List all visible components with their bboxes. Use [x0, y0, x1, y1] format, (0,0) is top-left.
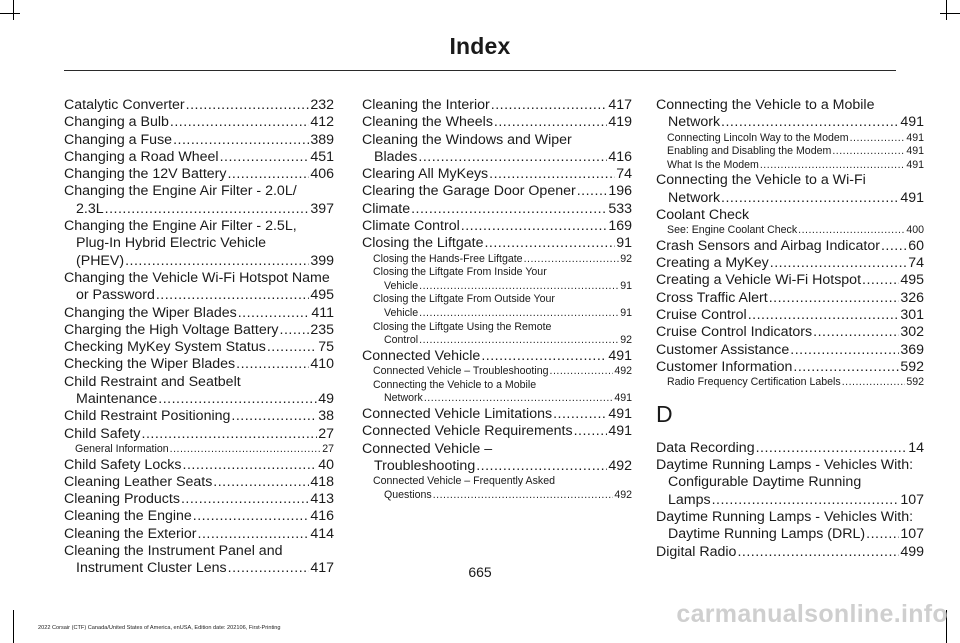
entry-page-number: 491 — [900, 189, 924, 206]
entry-label: Catalytic Converter — [64, 97, 185, 113]
index-entry[interactable] — [656, 272, 924, 289]
entry-page-number: 416 — [310, 508, 334, 525]
entry-page-number: 419 — [608, 114, 632, 131]
index-entry — [656, 457, 924, 474]
index-subentry — [362, 379, 632, 393]
entry-label: Troubleshooting — [374, 457, 476, 474]
entry-page-number: 411 — [311, 304, 334, 321]
entry-page-number: 417 — [608, 97, 632, 113]
leader-dots — [227, 166, 309, 183]
entry-label: (PHEV) — [76, 252, 125, 269]
index-entry — [362, 132, 632, 149]
index-entry[interactable] — [656, 114, 924, 131]
entry-label: Daytime Running Lamps - Vehicles With: — [656, 509, 914, 526]
entry-page-number: 169 — [608, 218, 632, 235]
entry-page-number: 196 — [608, 183, 632, 200]
leader-dots — [105, 201, 310, 218]
entry-label: Control — [384, 334, 419, 347]
entry-label: 2.3L — [76, 200, 104, 217]
leader-dots — [484, 235, 615, 252]
entry-page-number: 492 — [608, 457, 632, 474]
leader-dots — [158, 391, 317, 408]
entry-label: Daytime Running Lamps (DRL) — [668, 526, 866, 543]
crop-mark-top-right-v — [946, 0, 947, 20]
index-column-1 — [64, 97, 334, 578]
entry-label: Clearing the Garage Door Opener — [362, 183, 576, 200]
index-entry — [64, 543, 334, 560]
index-entry[interactable] — [64, 166, 334, 183]
leader-dots — [760, 159, 905, 173]
page-title: Index — [449, 33, 511, 59]
entry-label: Connected Vehicle Requirements — [362, 423, 573, 440]
leader-dots — [186, 97, 310, 114]
leader-dots — [419, 280, 619, 294]
index-subentry — [362, 475, 632, 489]
footer-edition-text: 2022 Corsair (CTF) Canada/United States of America, enUSA, Edition date: 202106, First-Printing — [38, 625, 281, 631]
index-entry — [656, 97, 924, 114]
leader-dots — [577, 183, 608, 200]
entry-label: Changing the Engine Air Filter - 2.0L/ — [64, 183, 297, 200]
leader-dots — [433, 489, 614, 503]
index-column-3 — [656, 97, 924, 561]
index-entry — [362, 441, 632, 458]
index-entry[interactable] — [64, 114, 334, 131]
entry-page-number: 451 — [310, 148, 334, 165]
entry-page-number: 491 — [614, 392, 632, 405]
index-entry[interactable] — [656, 440, 924, 457]
leader-dots — [173, 132, 309, 149]
leader-dots — [491, 97, 608, 114]
entry-label: Checking MyKey System Status — [64, 339, 266, 356]
entry-label: Blades — [374, 148, 418, 165]
entry-label: What Is the Modem — [667, 158, 759, 171]
crop-mark-top-right-h — [940, 13, 960, 14]
leader-dots — [756, 440, 908, 457]
entry-label: Child Restraint Positioning — [64, 408, 231, 425]
entry-label: Crash Sensors and Airbag Indicator — [656, 237, 880, 254]
leader-dots — [813, 324, 899, 341]
index-entry[interactable] — [64, 491, 334, 508]
entry-page-number: 406 — [310, 166, 334, 183]
entry-label: Changing a Fuse — [64, 131, 173, 148]
entry-page-number: 414 — [310, 525, 334, 542]
entry-label: Coolant Check — [656, 206, 750, 223]
entry-page-number: 92 — [620, 252, 632, 265]
entry-label: Connected Vehicle Limitations — [362, 405, 553, 422]
entry-page-number: 491 — [906, 145, 924, 158]
entry-page-number: 491 — [608, 423, 632, 440]
entry-label: Creating a Vehicle Wi-Fi Hotspot — [656, 272, 862, 289]
entry-label: Cross Traffic Alert — [656, 289, 768, 306]
leader-dots — [220, 149, 310, 166]
leader-dots — [721, 190, 899, 207]
entry-page-number: 14 — [908, 439, 924, 456]
index-entry[interactable] — [64, 97, 334, 114]
index-entry[interactable] — [64, 339, 334, 356]
index-subentry — [362, 266, 632, 280]
entry-page-number: 75 — [318, 339, 334, 356]
entry-label: Cleaning the Exterior — [64, 525, 197, 542]
entry-label: Connected Vehicle – Frequently Asked — [373, 475, 555, 488]
leader-dots — [461, 218, 608, 235]
index-entry[interactable] — [64, 426, 334, 443]
entry-label: Customer Assistance — [656, 341, 790, 358]
entry-page-number: 491 — [900, 114, 924, 131]
index-entry[interactable] — [362, 183, 632, 200]
leader-dots — [793, 359, 899, 376]
entry-label: Clearing All MyKeys — [362, 166, 489, 183]
index-entry[interactable] — [656, 190, 924, 207]
entry-page-number: 38 — [318, 408, 334, 425]
index-entry[interactable] — [64, 201, 334, 218]
leader-dots — [267, 339, 317, 356]
leader-dots — [494, 114, 607, 131]
leader-dots — [411, 201, 607, 218]
index-entry[interactable] — [64, 149, 334, 166]
entry-page-number: 74 — [908, 255, 924, 272]
leader-dots — [419, 334, 619, 348]
entry-page-number: 301 — [900, 307, 924, 324]
index-column-2 — [362, 97, 632, 502]
index-entry[interactable] — [362, 201, 632, 218]
index-entry[interactable] — [64, 253, 334, 270]
index-entry[interactable] — [656, 238, 924, 255]
entry-page-number: 107 — [900, 526, 924, 543]
leader-dots — [236, 356, 309, 373]
index-subentry[interactable] — [362, 489, 632, 503]
watermark: carmanualsonline.info — [676, 600, 948, 628]
index-entry[interactable] — [362, 458, 632, 475]
entry-label: Enabling and Disabling the Modem — [667, 145, 832, 158]
index-entry[interactable] — [362, 114, 632, 131]
index-subentry[interactable] — [362, 307, 632, 321]
index-entry[interactable] — [362, 406, 632, 423]
leader-dots — [489, 166, 615, 183]
entry-label: Closing the Liftgate From Inside Your — [373, 266, 547, 279]
leader-dots — [866, 526, 899, 543]
entry-page-number: 410 — [310, 356, 334, 373]
entry-page-number: 495 — [900, 272, 924, 289]
index-subentry[interactable] — [656, 145, 924, 159]
entry-label: Vehicle — [384, 279, 419, 292]
entry-page-number: 27 — [322, 442, 334, 455]
entry-label: Lamps — [668, 491, 711, 508]
entry-page-number: 592 — [900, 358, 924, 375]
index-subentry[interactable] — [656, 224, 924, 238]
entry-page-number: 107 — [900, 491, 924, 508]
leader-dots — [790, 342, 899, 359]
index-entry[interactable] — [656, 290, 924, 307]
index-entry[interactable] — [362, 348, 632, 365]
entry-label: Cleaning Products — [64, 491, 180, 508]
entry-label: Instrument Cluster Lens — [76, 560, 227, 577]
index-entry[interactable] — [64, 305, 334, 322]
entry-page-number: 499 — [900, 543, 924, 560]
entry-label: Closing the Liftgate Using the Remote — [373, 320, 552, 333]
index-entry — [656, 509, 924, 526]
index-entry[interactable] — [64, 287, 334, 304]
entry-page-number: 491 — [608, 347, 632, 364]
leader-dots — [769, 290, 900, 307]
index-subentry[interactable] — [656, 376, 924, 390]
leader-dots — [881, 238, 907, 255]
entry-page-number: 491 — [608, 405, 632, 422]
entry-page-number: 397 — [310, 200, 334, 217]
entry-page-number: 369 — [900, 341, 924, 358]
entry-page-number: 326 — [900, 289, 924, 306]
index-entry[interactable] — [64, 322, 334, 339]
index-entry[interactable] — [64, 474, 334, 491]
entry-page-number: 91 — [616, 235, 632, 252]
leader-dots — [712, 492, 900, 509]
leader-dots — [476, 458, 607, 475]
index-entry[interactable] — [64, 508, 334, 525]
entry-label: Changing a Road Wheel — [64, 148, 219, 165]
entry-label: Network — [384, 392, 423, 405]
leader-dots — [238, 305, 311, 322]
leader-dots — [142, 426, 318, 443]
index-entry[interactable] — [362, 97, 632, 114]
entry-label: Checking the Wiper Blades — [64, 356, 236, 373]
index-entry[interactable] — [362, 149, 632, 166]
entry-label: Child Safety — [64, 425, 141, 442]
index-entry[interactable] — [64, 356, 334, 373]
entry-label: Cleaning Leather Seats — [64, 473, 213, 490]
entry-label: Configurable Daytime Running — [668, 474, 862, 491]
entry-label: Changing a Bulb — [64, 114, 169, 131]
index-entry — [64, 270, 334, 287]
entry-page-number: 92 — [620, 334, 632, 347]
leader-dots — [748, 307, 900, 324]
index-entry[interactable] — [656, 544, 924, 561]
entry-page-number: 74 — [616, 166, 632, 183]
entry-label: Creating a MyKey — [656, 255, 769, 272]
index-entry — [64, 183, 334, 200]
leader-dots — [574, 423, 608, 440]
leader-dots — [424, 392, 613, 406]
leader-dots — [280, 322, 310, 339]
entry-label: Climate — [362, 200, 411, 217]
crop-mark-bottom-left-v — [13, 610, 14, 643]
leader-dots — [832, 145, 905, 159]
index-entry[interactable] — [656, 307, 924, 324]
entry-label: Connected Vehicle – Troubleshooting — [373, 365, 549, 378]
entry-page-number: 418 — [310, 473, 334, 490]
index-entry[interactable] — [656, 324, 924, 341]
index-entry — [64, 218, 334, 235]
index-entry[interactable] — [656, 526, 924, 543]
index-entry — [656, 172, 924, 189]
leader-dots — [183, 457, 318, 474]
entry-label: Child Safety Locks — [64, 456, 182, 473]
entry-label: Customer Information — [656, 358, 793, 375]
leader-dots — [125, 253, 309, 270]
index-subentry[interactable] — [64, 443, 334, 457]
leader-dots — [850, 132, 906, 146]
index-entry[interactable] — [656, 359, 924, 376]
index-subentry[interactable] — [656, 159, 924, 173]
index-subentry[interactable] — [362, 365, 632, 379]
entry-page-number: 592 — [906, 376, 924, 389]
leader-dots — [524, 253, 620, 267]
entry-label: Questions — [384, 488, 432, 501]
index-entry[interactable] — [656, 492, 924, 509]
index-subentry[interactable] — [362, 334, 632, 348]
page-number: 665 — [468, 564, 492, 580]
entry-label: Charging the High Voltage Battery — [64, 321, 279, 338]
entry-label: Closing the Hands-Free Liftgate — [373, 252, 523, 265]
entry-page-number: 302 — [900, 324, 924, 341]
entry-page-number: 533 — [608, 200, 632, 217]
leader-dots — [798, 224, 905, 238]
crop-mark-top-left-v — [13, 0, 14, 20]
entry-label: See: Engine Coolant Check — [667, 224, 798, 237]
entry-page-number: 492 — [614, 365, 632, 378]
index-entry[interactable] — [64, 391, 334, 408]
section-letter: D — [656, 400, 673, 427]
entry-label: Daytime Running Lamps - Vehicles With: — [656, 457, 914, 474]
index-entry[interactable] — [64, 132, 334, 149]
entry-page-number: 389 — [310, 131, 334, 148]
index-subentry[interactable] — [656, 132, 924, 146]
entry-label: or Password — [76, 287, 155, 304]
entry-label: Changing the Wiper Blades — [64, 304, 237, 321]
entry-label: Cleaning the Wheels — [362, 114, 493, 131]
entry-page-number: 495 — [310, 287, 334, 304]
entry-label: Cleaning the Interior — [362, 97, 490, 113]
leader-dots — [553, 406, 607, 423]
entry-label: Changing the Engine Air Filter - 2.5L, — [64, 218, 297, 235]
leader-dots — [770, 255, 907, 272]
leader-dots — [156, 287, 309, 304]
entry-page-number: 60 — [908, 237, 924, 254]
entry-label: Cleaning the Instrument Panel and — [64, 543, 283, 560]
leader-dots — [550, 365, 614, 379]
index-subentry[interactable] — [362, 280, 632, 294]
entry-page-number: 232 — [310, 97, 334, 113]
entry-page-number: 491 — [906, 158, 924, 171]
entry-page-number: 49 — [318, 391, 334, 408]
entry-label: Data Recording — [656, 439, 755, 456]
entry-label: Network — [668, 189, 721, 206]
index-entry — [64, 374, 334, 391]
entry-label: Connecting the Vehicle to a Mobile — [656, 97, 875, 113]
leader-dots — [213, 474, 309, 491]
leader-dots — [170, 443, 322, 457]
entry-page-number: 40 — [318, 456, 334, 473]
leader-dots — [842, 376, 906, 390]
index-entry[interactable] — [362, 166, 632, 183]
entry-label: Child Restraint and Seatbelt — [64, 373, 241, 390]
leader-dots — [231, 408, 317, 425]
index-entry[interactable] — [656, 342, 924, 359]
entry-page-number: 91 — [620, 279, 632, 292]
leader-dots — [481, 348, 607, 365]
entry-label: Closing the Liftgate From Outside Your — [373, 293, 555, 306]
entry-page-number: 399 — [310, 252, 334, 269]
entry-page-number: 412 — [310, 114, 334, 131]
leader-dots — [862, 272, 899, 289]
leader-dots — [418, 149, 607, 166]
entry-page-number: 235 — [310, 321, 334, 338]
entry-label: Cleaning the Engine — [64, 508, 192, 525]
entry-page-number: 400 — [906, 224, 924, 237]
leader-dots — [170, 114, 309, 131]
index-entry — [656, 207, 924, 224]
index-entry[interactable] — [362, 235, 632, 252]
index-entry — [656, 474, 924, 491]
title-divider — [64, 70, 896, 71]
entry-label: General Information — [75, 442, 169, 455]
entry-label: Radio Frequency Certification Labels — [667, 376, 841, 389]
entry-label: Connecting the Vehicle to a Mobile — [373, 378, 537, 391]
entry-label: Changing the 12V Battery — [64, 166, 227, 183]
entry-label: Network — [668, 114, 721, 131]
index-subentry[interactable] — [362, 253, 632, 267]
index-entry[interactable] — [64, 526, 334, 543]
entry-page-number: 416 — [608, 148, 632, 165]
entry-label: Connecting the Vehicle to a Wi-Fi — [656, 172, 866, 189]
leader-dots — [721, 114, 899, 131]
entry-label: Climate Control — [362, 218, 460, 235]
index-subentry — [362, 321, 632, 335]
index-entry[interactable] — [362, 423, 632, 440]
entry-label: Cleaning the Windows and Wiper — [362, 131, 572, 148]
leader-dots — [737, 544, 899, 561]
index-entry — [64, 235, 334, 252]
leader-dots — [193, 508, 310, 525]
index-entry[interactable] — [362, 218, 632, 235]
leader-dots — [419, 307, 619, 321]
entry-label: Maintenance — [76, 391, 158, 408]
index-entry[interactable] — [64, 457, 334, 474]
leader-dots — [198, 526, 310, 543]
index-subentry — [362, 293, 632, 307]
entry-page-number: 492 — [614, 488, 632, 501]
entry-page-number: 91 — [620, 307, 632, 320]
entry-label: Cruise Control Indicators — [656, 324, 813, 341]
entry-page-number: 413 — [310, 491, 334, 508]
index-entry[interactable] — [656, 255, 924, 272]
index-subentry[interactable] — [362, 392, 632, 406]
entry-page-number: 417 — [310, 560, 334, 577]
entry-label: Connected Vehicle – — [362, 440, 493, 457]
entry-label: Connecting Lincoln Way to the Modem — [667, 131, 849, 144]
leader-dots — [181, 491, 309, 508]
entry-label: Plug-In Hybrid Electric Vehicle — [76, 235, 267, 252]
index-entry[interactable] — [64, 408, 334, 425]
entry-label: Vehicle — [384, 307, 419, 320]
entry-label: Changing the Vehicle Wi-Fi Hotspot Name — [64, 269, 330, 286]
entry-label: Cruise Control — [656, 307, 747, 324]
entry-page-number: 27 — [318, 425, 334, 442]
entry-label: Connected Vehicle — [362, 347, 481, 364]
entry-page-number: 491 — [906, 131, 924, 144]
crop-mark-top-left-h — [0, 13, 20, 14]
entry-label: Digital Radio — [656, 543, 737, 560]
entry-label: Closing the Liftgate — [362, 235, 484, 252]
